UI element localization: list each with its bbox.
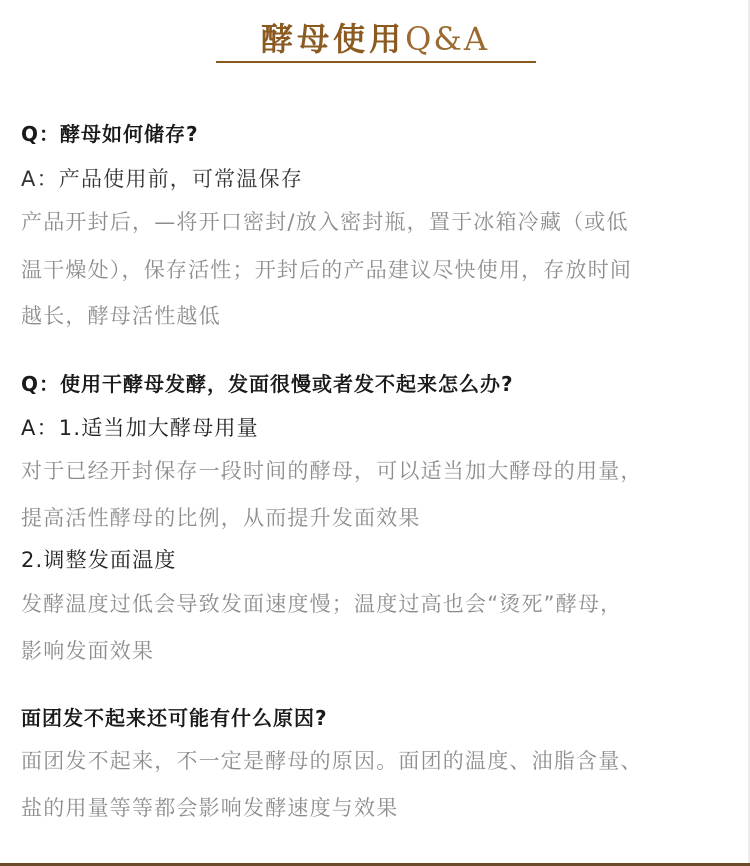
answer-2-line-6: 影响发面效果 <box>21 639 155 663</box>
answer-3-line-1: 面团发不起来，不一定是酵母的原因。面团的温度、油脂含量、 <box>21 749 643 773</box>
title-main: 酵母使用 <box>261 20 406 58</box>
answer-1-line-4: 越长，酵母活性越低 <box>21 304 221 328</box>
answer-1-line-1: A：产品使用前，可常温保存 <box>21 167 303 191</box>
question-3: 面团发不起来还可能有什么原因? <box>21 706 328 730</box>
answer-2-line-3: 提高活性酵母的比例，从而提升发面效果 <box>21 506 421 530</box>
answer-2-line-5: 发酵温度过低会导致发面速度慢；温度过高也会“烫死”酵母， <box>21 592 623 616</box>
question-1: Q：酵母如何储存? <box>21 122 199 146</box>
answer-1-line-2: 产品开封后，—将开口密封/放入密封瓶，置于冰箱冷藏（或低 <box>21 210 629 234</box>
answer-2-line-2: 对于已经开封保存一段时间的酵母，可以适当加大酵母的用量， <box>21 459 643 483</box>
answer-2-line-1: A：1.适当加大酵母用量 <box>21 416 259 440</box>
title-underline <box>216 61 536 63</box>
answer-1-line-3: 温干燥处），保存活性；开封后的产品建议尽快使用，存放时间 <box>21 258 633 282</box>
title-qa: Q&A <box>405 20 489 58</box>
answer-3-line-2: 盐的用量等等都会影响发酵速度与效果 <box>21 796 399 820</box>
question-2: Q：使用干酵母发酵，发面很慢或者发不起来怎么办? <box>21 372 514 396</box>
answer-2-line-4: 2.调整发面温度 <box>21 548 177 572</box>
